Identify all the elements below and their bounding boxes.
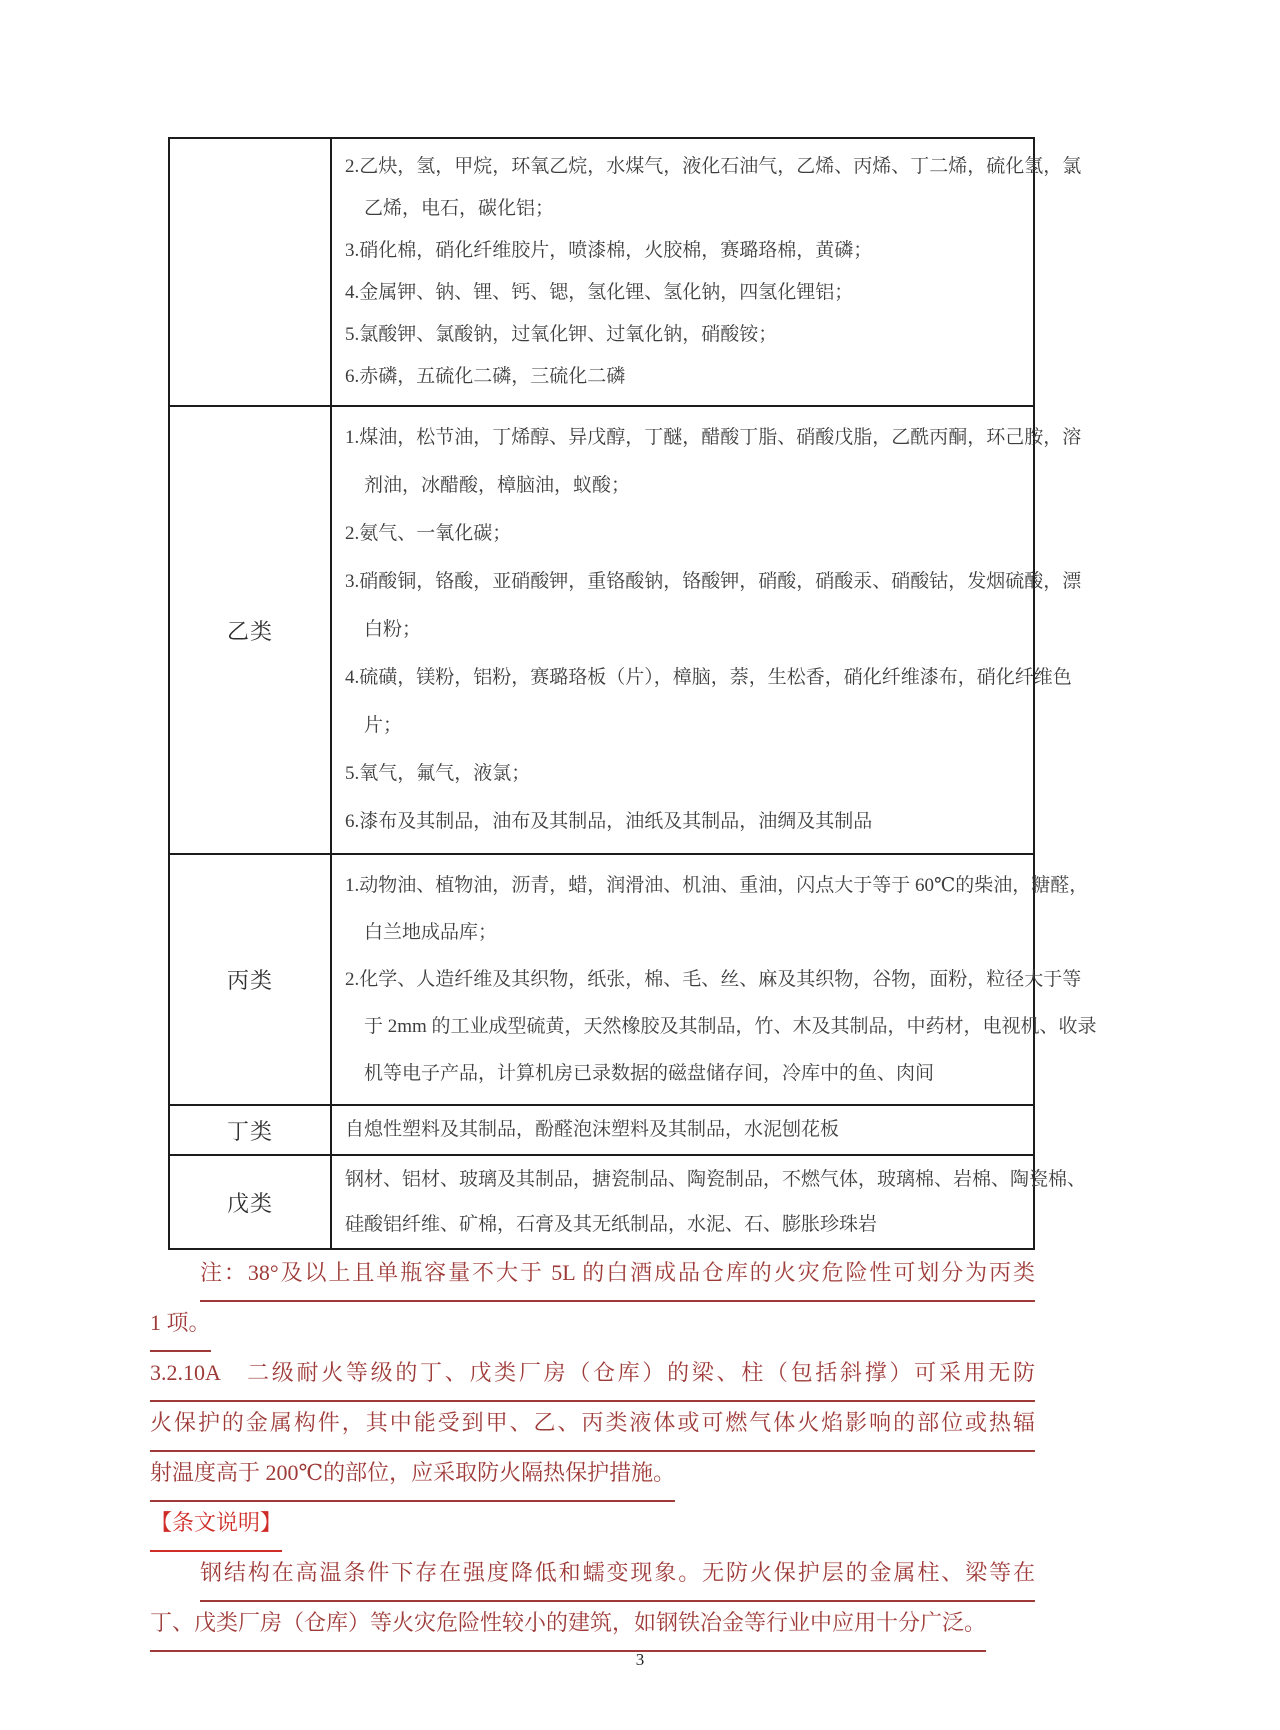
item-line: 6.赤磷，五硫化二磷，三硫化二磷 — [345, 366, 626, 387]
red-text: 3.2.10A 二级耐火等级的丁、戊类厂房（仓库）的梁、柱（包括斜撑）可采用无防 — [150, 1348, 1035, 1402]
item-line: 6.漆布及其制品，油布及其制品，油纸及其制品，油绸及其制品 — [345, 811, 873, 832]
item-line: 钢材、铝材、玻璃及其制品，搪瓷制品、陶瓷制品，不燃气体，玻璃棉、岩棉、陶瓷棉、 — [345, 1169, 1087, 1190]
item-line: 白粉； — [364, 619, 422, 640]
red-text: 钢结构在高温条件下存在强度降低和蠕变现象。无防火保护层的金属柱、梁等在 — [200, 1548, 1035, 1602]
table-row — [169, 1155, 1034, 1249]
clause-explanation-title-text: 【条文说明】 — [150, 1498, 282, 1552]
item-line: 4.硫磺，镁粉，铝粉，赛璐珞板（片），樟脑，萘，生松香，硝化纤维漆布，硝化纤维色 — [345, 667, 1072, 688]
category-items-cell — [331, 406, 1082, 854]
page-number: 3 — [635, 1650, 645, 1669]
item-line: 2.乙炔，氢，甲烷，环氧乙烷，水煤气，液化石油气，乙烯、丙烯、丁二烯，硫化氢，氯 — [345, 156, 1082, 177]
category-items-cell — [331, 1155, 1087, 1249]
fire-hazard-table-body — [169, 138, 1097, 1249]
category-label: 戊类 — [169, 1155, 331, 1249]
category-items-cell — [331, 138, 1082, 406]
explanation-paragraph — [150, 1548, 1035, 1648]
item-line: 机等电子产品，计算机房已录数据的磁盘储存间，冷库中的鱼、肉间 — [364, 1063, 935, 1084]
category-items-cell — [331, 854, 1097, 1105]
category-label: 丙类 — [169, 854, 331, 1105]
table-row — [169, 1105, 1034, 1155]
item-line: 1.动物油、植物油，沥青，蜡，润滑油、机油、重油，闪点大于等于 60℃的柴油，糖醛， — [345, 875, 1089, 896]
fire-hazard-category-table — [168, 137, 1097, 1250]
red-text-line — [150, 1348, 1035, 1398]
item-line: 白兰地成品库； — [364, 922, 498, 943]
item-line: 5.氧气，氟气，液氯； — [345, 763, 531, 784]
red-text-line — [150, 1398, 1035, 1448]
item-line: 于 2mm 的工业成型硫黄，天然橡胶及其制品，竹、木及其制品，中药材，电视机、收录 — [364, 1016, 1097, 1037]
red-text-line — [150, 1548, 1035, 1598]
category-label: 乙类 — [169, 406, 331, 854]
notes-section — [150, 1248, 1035, 1648]
item-line: 3.硝酸铜，铬酸，亚硝酸钾，重铬酸钠，铬酸钾，硝酸，硝酸汞、硝酸钴，发烟硫酸，漂 — [345, 571, 1082, 592]
category-label — [169, 138, 331, 406]
table-row — [169, 854, 1034, 1105]
note-paragraph — [150, 1248, 1035, 1348]
table-row — [169, 138, 1034, 406]
item-line: 片； — [364, 715, 403, 736]
red-text-line — [150, 1598, 1035, 1648]
item-line: 1.煤油，松节油，丁烯醇、异戊醇，丁醚，醋酸丁脂、硝酸戊脂，乙酰丙酮，环己胺，溶 — [345, 427, 1082, 448]
red-text-line — [150, 1248, 1035, 1298]
red-text-line — [150, 1298, 1035, 1348]
red-text: 丁、戊类厂房（仓库）等火灾危险性较小的建筑，如钢铁冶金等行业中应用十分广泛。 — [150, 1598, 986, 1652]
item-line: 5.氯酸钾、氯酸钠，过氧化钾、过氧化钠，硝酸铵； — [345, 324, 778, 345]
item-line: 2.化学、人造纤维及其织物，纸张，棉、毛、丝、麻及其织物，谷物，面粉，粒径大于等 — [345, 969, 1082, 990]
red-text: 射温度高于 200℃的部位，应采取防火隔热保护措施。 — [150, 1448, 675, 1502]
table-row — [169, 406, 1034, 854]
clause-3-2-10A-paragraph — [150, 1348, 1035, 1498]
item-line: 硅酸铝纤维、矿棉，石膏及其无纸制品，水泥、石、膨胀珍珠岩 — [345, 1214, 878, 1235]
item-line: 3.硝化棉，硝化纤维胶片，喷漆棉，火胶棉，赛璐珞棉，黄磷； — [345, 240, 873, 261]
red-text-line — [150, 1448, 1035, 1498]
category-items-cell — [331, 1105, 1034, 1155]
item-line: 自熄性塑料及其制品，酚醛泡沫塑料及其制品，水泥刨花板 — [345, 1119, 840, 1140]
category-label: 丁类 — [169, 1105, 331, 1155]
item-line: 剂油，冰醋酸，樟脑油，蚁酸； — [364, 475, 631, 496]
item-line: 2.氨气、一氧化碳； — [345, 523, 512, 544]
red-text: 1 项。 — [150, 1298, 211, 1352]
clause-explanation-title — [150, 1498, 1035, 1548]
item-line: 乙烯，电石，碳化铝； — [364, 198, 555, 219]
red-text: 注：38°及以上且单瓶容量不大于 5L 的白酒成品仓库的火灾危险性可划分为丙类 — [200, 1248, 1035, 1302]
item-line: 4.金属钾、钠、锂、钙、锶，氢化锂、氢化钠，四氢化锂铝； — [345, 282, 854, 303]
red-text: 火保护的金属构件，其中能受到甲、乙、丙类液体或可燃气体火焰影响的部位或热辐 — [150, 1398, 1035, 1452]
